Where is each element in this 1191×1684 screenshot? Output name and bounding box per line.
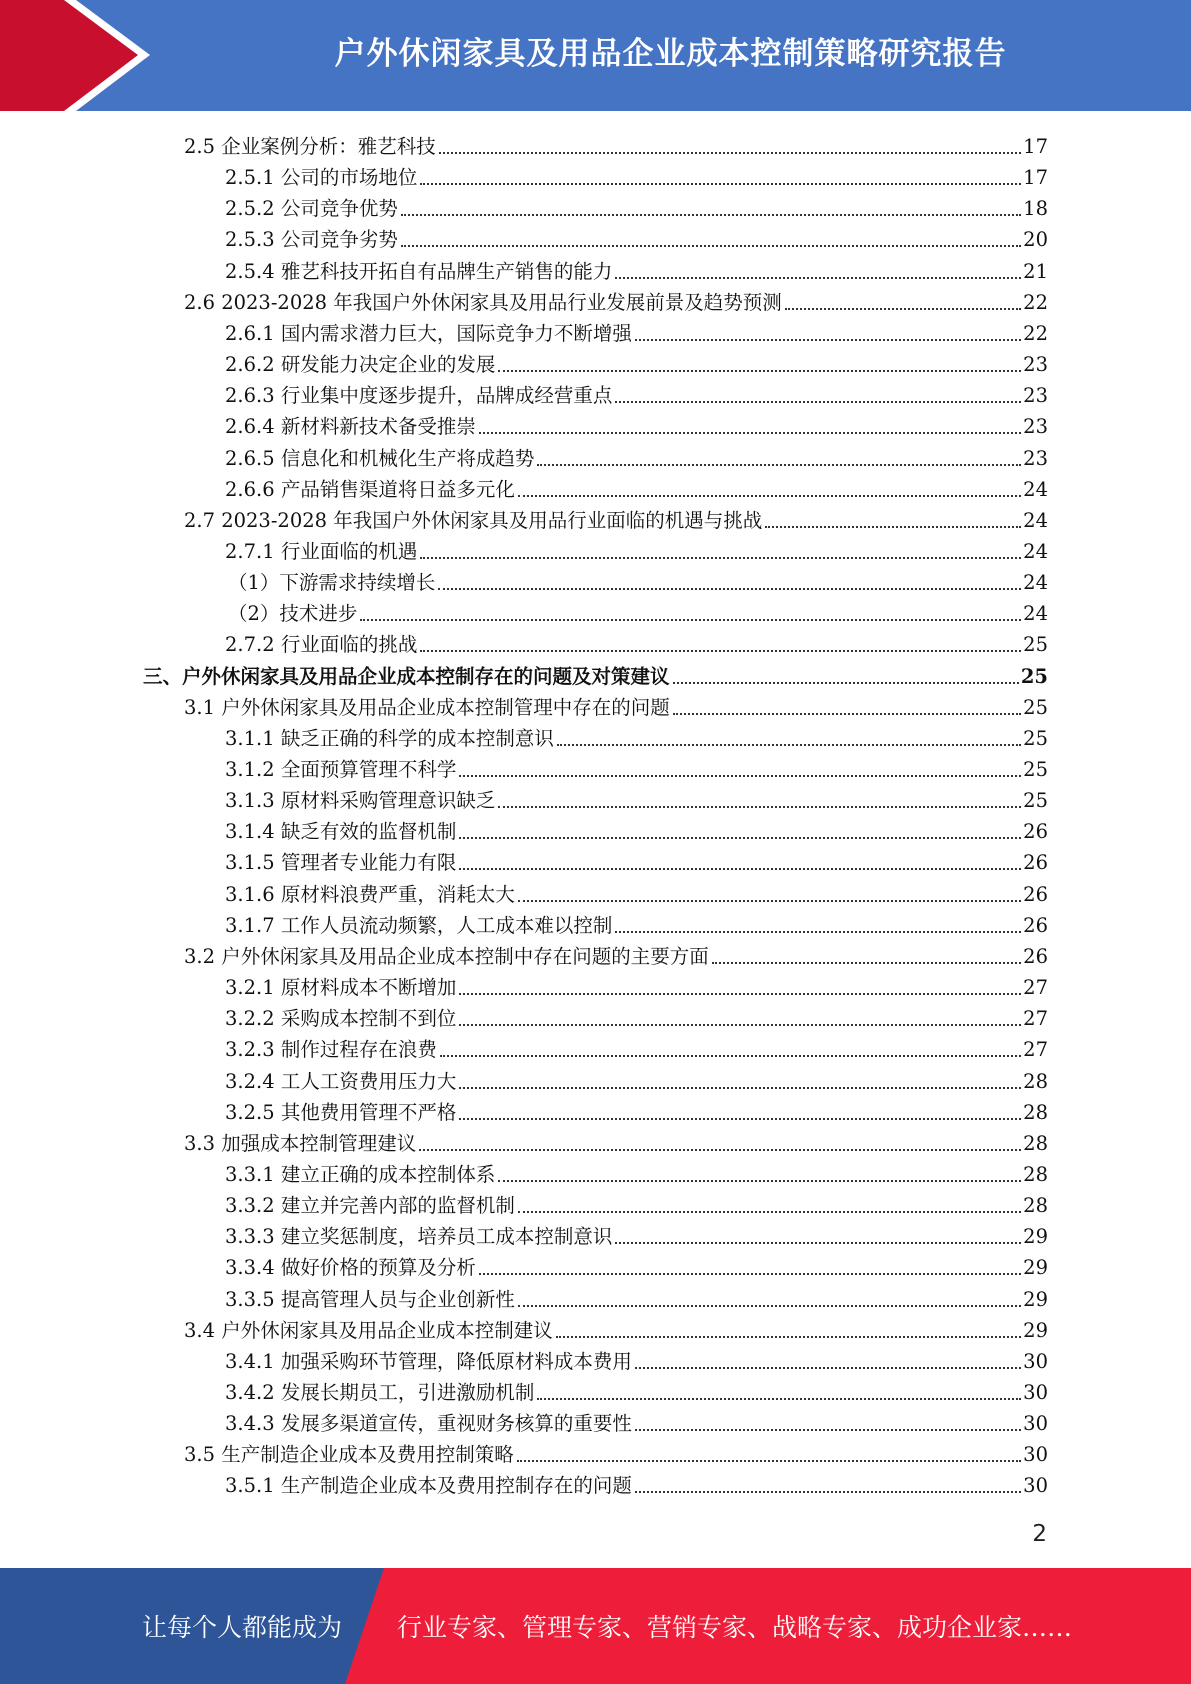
toc-entry-page: 28 (1023, 1131, 1048, 1155)
toc-entry[interactable] (225, 1281, 1048, 1312)
toc-entry[interactable] (184, 284, 1048, 315)
toc-dot-leader (712, 962, 1021, 964)
toc-entry-label: 2.6.6 产品销售渠道将日益多元化 (225, 477, 515, 501)
toc-entry[interactable] (184, 128, 1048, 159)
toc-entry-label: 2.7.1 行业面临的机遇 (225, 539, 418, 563)
toc-entry-page: 30 (1023, 1443, 1048, 1467)
toc-entry-page: 23 (1023, 415, 1048, 439)
toc-entry-page: 25 (1023, 789, 1048, 813)
toc-entry[interactable] (184, 1312, 1048, 1343)
toc-entry-page: 29 (1023, 1287, 1048, 1311)
toc-entry[interactable] (225, 720, 1048, 751)
toc-entry-label: 3.2.5 其他费用管理不严格 (225, 1100, 457, 1124)
toc-entry-label: 3.1 户外休闲家具及用品企业成本控制管理中存在的问题 (184, 695, 670, 719)
toc-dot-leader (498, 1180, 1021, 1182)
footer-slogan-right: 行业专家、管理专家、营销专家、战略专家、成功企业家…… (397, 1613, 1073, 1642)
toc-entry-label: 3.2 户外休闲家具及用品企业成本控制中存在问题的主要方面 (184, 944, 709, 968)
toc-entry-label: 3.1.6 原材料浪费严重，消耗太大 (225, 882, 515, 906)
toc-entry-page: 26 (1023, 851, 1048, 875)
toc-entry-label: 3.1.7 工作人员流动频繁，人工成本难以控制 (225, 913, 613, 937)
toc-entry[interactable] (225, 253, 1048, 284)
page-header (0, 0, 1191, 111)
toc-dot-leader (459, 1024, 1021, 1026)
toc-entry-page: 28 (1023, 1194, 1048, 1218)
page-footer (0, 1568, 1191, 1684)
toc-entry-label: 2.5.2 公司竞争优势 (225, 197, 398, 221)
toc-entry-page: 26 (1023, 913, 1048, 937)
toc-entry-page: 24 (1023, 539, 1048, 563)
toc-dot-leader (615, 277, 1021, 279)
toc-entry-label: 3.3.2 建立并完善内部的监督机制 (225, 1194, 515, 1218)
toc-dot-leader (419, 1149, 1021, 1151)
toc-entry[interactable] (225, 440, 1048, 471)
toc-entry-page: 21 (1023, 259, 1048, 283)
toc-entry-page: 23 (1023, 446, 1048, 470)
toc-dot-leader (401, 245, 1021, 247)
toc-entry[interactable] (225, 377, 1048, 408)
toc-entry[interactable] (225, 907, 1048, 938)
toc-entry-label: 3.4.1 加强采购环节管理，降低原材料成本费用 (225, 1349, 632, 1373)
toc-dot-leader (537, 464, 1021, 466)
toc-entry-page: 29 (1023, 1256, 1048, 1280)
toc-entry-label: 2.6.1 国内需求潜力巨大，国际竞争力不断增强 (225, 321, 632, 345)
toc-entry-page: 24 (1023, 508, 1048, 532)
toc-entry-label: 2.5.1 公司的市场地位 (225, 166, 418, 190)
toc-entry-label: 3.1.3 原材料采购管理意识缺乏 (225, 789, 496, 813)
toc-entry-page: 29 (1023, 1318, 1048, 1342)
toc-entry-label: 3.3 加强成本控制管理建议 (184, 1131, 417, 1155)
toc-entry-label: 3.1.2 全面预算管理不科学 (225, 758, 457, 781)
toc-entry-page: 24 (1023, 477, 1048, 501)
toc-entry[interactable] (184, 689, 1048, 720)
toc-entry-label: 2.7 2023-2028 年我国户外休闲家具及用品行业面临的机遇与挑战 (184, 508, 763, 532)
toc-entry[interactable] (225, 1374, 1048, 1405)
toc-entry[interactable] (184, 502, 1048, 533)
toc-dot-leader (459, 868, 1021, 870)
toc-dot-leader (438, 588, 1021, 590)
toc-dot-leader (517, 1460, 1021, 1462)
toc-entry-label: 3.1.4 缺乏有效的监督机制 (225, 820, 457, 844)
toc-entry-page: 23 (1023, 353, 1048, 377)
toc-entry-page: 25 (1023, 695, 1048, 719)
toc-entry-page: 28 (1023, 1069, 1048, 1093)
toc-entry-page: 25 (1023, 726, 1048, 750)
toc-entry[interactable] (225, 408, 1048, 439)
toc-entry-label: 3.3.4 做好价格的预算及分析 (225, 1256, 476, 1280)
toc-entry-label: 3.2.4 工人工资费用压力大 (225, 1069, 457, 1093)
toc-entry-label: 3.4 户外休闲家具及用品企业成本控制建议 (184, 1318, 553, 1342)
toc-dot-leader (498, 806, 1021, 808)
toc-entry-label: 3.1.5 管理者专业能力有限 (225, 851, 457, 875)
page-number: 2 (1032, 1521, 1047, 1547)
toc-dot-leader (615, 401, 1021, 403)
toc-entry[interactable] (225, 969, 1048, 1000)
toc-dot-leader (518, 900, 1021, 902)
toc-entry-label: （1）下游需求持续增长 (228, 571, 436, 595)
toc-entry-page: 18 (1023, 197, 1048, 221)
toc-entry[interactable] (225, 1249, 1048, 1280)
toc-entry[interactable] (225, 1094, 1048, 1125)
toc-entry-page: 17 (1023, 166, 1048, 190)
toc-entry[interactable] (228, 595, 1048, 626)
toc-dot-leader (556, 1336, 1021, 1338)
toc-entry-label: 3.4.2 发展长期员工，引进激励机制 (225, 1381, 535, 1404)
toc-dot-leader (518, 495, 1021, 497)
toc-entry[interactable] (225, 533, 1048, 564)
toc-entry[interactable] (225, 876, 1048, 907)
toc-entry-page: 22 (1023, 290, 1048, 314)
toc-entry-page: 27 (1023, 976, 1048, 1000)
toc-entry-page: 26 (1023, 944, 1048, 968)
toc-entry-label: 3.2.1 原材料成本不断增加 (225, 976, 457, 1000)
toc-entry-page: 17 (1023, 135, 1048, 158)
toc-entry[interactable] (225, 751, 1048, 782)
toc-entry-label: （2）技术进步 (228, 602, 358, 626)
toc-entry-page: 30 (1023, 1474, 1048, 1498)
toc-entry-page: 25 (1020, 664, 1048, 688)
toc-dot-leader (459, 837, 1021, 839)
toc-entry-label: 3.3.3 建立奖惩制度，培养员工成本控制意识 (225, 1225, 613, 1249)
toc-entry-page: 30 (1023, 1412, 1048, 1436)
toc-dot-leader (420, 650, 1021, 652)
footer-slogan-left: 让每个人都能成为 (142, 1613, 343, 1642)
toc-entry-page: 26 (1023, 820, 1048, 844)
toc-dot-leader (459, 775, 1021, 777)
toc-entry[interactable] (225, 782, 1048, 813)
toc-entry-page: 24 (1023, 602, 1048, 626)
toc-dot-leader (401, 214, 1021, 216)
toc-entry-label: 2.6.2 研发能力决定企业的发展 (225, 353, 496, 377)
toc-entry-label: 2.6 2023-2028 年我国户外休闲家具及用品行业发展前景及趋势预测 (184, 290, 782, 314)
toc-entry[interactable] (225, 626, 1048, 657)
toc-entry-page: 24 (1023, 571, 1048, 595)
toc-entry-page: 27 (1023, 1038, 1048, 1062)
toc-entry[interactable] (225, 190, 1048, 221)
toc-entry-page: 26 (1023, 882, 1048, 906)
toc-entry[interactable] (225, 1467, 1048, 1498)
toc-entry-page: 29 (1023, 1225, 1048, 1249)
toc-dot-leader (785, 308, 1021, 310)
toc-dot-leader (635, 1429, 1021, 1431)
toc-entry-label: 2.6.3 行业集中度逐步提升，品牌成经营重点 (225, 384, 613, 408)
toc-entry[interactable] (184, 938, 1048, 969)
toc-dot-leader (615, 1242, 1021, 1244)
toc-entry-label: 3.3.1 建立正确的成本控制体系 (225, 1162, 496, 1186)
toc-dot-leader (420, 183, 1021, 185)
toc-dot-leader (635, 1367, 1021, 1369)
toc-dot-leader (537, 1398, 1021, 1400)
toc-entry-page: 23 (1023, 384, 1048, 408)
toc-entry-page: 20 (1023, 228, 1048, 252)
toc-entry[interactable] (228, 564, 1048, 595)
toc-entry-label: 3.2.2 采购成本控制不到位 (225, 1007, 457, 1031)
toc-entry-page: 28 (1023, 1100, 1048, 1124)
toc-entry-label: 2.7.2 行业面临的挑战 (225, 633, 418, 657)
toc-entry-label: 2.6.4 新材料新技术备受推崇 (225, 415, 476, 439)
toc-entry[interactable] (225, 346, 1048, 377)
toc-entry[interactable] (225, 1218, 1048, 1249)
toc-entry[interactable] (225, 159, 1048, 190)
toc-entry[interactable] (225, 813, 1048, 844)
toc-dot-leader (459, 993, 1021, 995)
toc-entry-page: 28 (1023, 1162, 1048, 1186)
toc-entry-label: 3.3.5 提高管理人员与企业创新性 (225, 1287, 515, 1311)
toc-entry[interactable] (225, 1156, 1048, 1187)
toc-dot-leader (420, 557, 1021, 559)
toc-entry-page: 25 (1023, 758, 1048, 781)
toc-dot-leader (557, 744, 1021, 746)
toc-entry[interactable] (225, 1000, 1048, 1031)
toc-entry-page: 30 (1023, 1381, 1048, 1404)
toc-dot-leader (498, 370, 1021, 372)
toc-dot-leader (459, 1118, 1021, 1120)
toc-entry-page: 30 (1023, 1349, 1048, 1373)
toc-entry-page: 27 (1023, 1007, 1048, 1031)
toc-entry[interactable] (225, 315, 1048, 346)
toc-dot-leader (479, 432, 1021, 434)
toc-entry[interactable] (225, 1187, 1048, 1218)
toc-entry[interactable] (225, 1063, 1048, 1094)
toc-entry[interactable] (225, 221, 1048, 252)
toc-entry-label: 3.5.1 生产制造企业成本及费用控制存在的问题 (225, 1474, 632, 1498)
toc-dot-leader (518, 1305, 1021, 1307)
toc-entry-label: 2.5 企业案例分析：雅艺科技 (184, 135, 436, 158)
toc-entry-page: 22 (1023, 321, 1048, 345)
report-title: 户外休闲家具及用品企业成本控制策略研究报告 (334, 35, 1007, 72)
toc-dot-leader (635, 1491, 1021, 1493)
toc-dot-leader (459, 1087, 1021, 1089)
toc-entry-label: 3.1.1 缺乏正确的科学的成本控制意识 (225, 726, 554, 750)
toc-dot-leader (673, 682, 1019, 684)
toc-entry-label: 2.6.5 信息化和机械化生产将成趋势 (225, 446, 535, 470)
toc-entry[interactable] (143, 658, 1048, 689)
toc-entry-label: 2.5.4 雅艺科技开拓自有品牌生产销售的能力 (225, 259, 613, 283)
toc-entry[interactable] (225, 1405, 1048, 1436)
toc-entry-page: 25 (1023, 633, 1048, 657)
toc-entry[interactable] (184, 1125, 1048, 1156)
toc-entry[interactable] (225, 471, 1048, 502)
toc-dot-leader (518, 1211, 1021, 1213)
toc-dot-leader (479, 1273, 1021, 1275)
toc-dot-leader (440, 1055, 1021, 1057)
toc-dot-leader (673, 713, 1021, 715)
toc-entry-label: 三、户外休闲家具及用品企业成本控制存在的问题及对策建议 (143, 664, 670, 688)
toc-dot-leader (635, 339, 1021, 341)
toc-dot-leader (765, 526, 1021, 528)
toc-entry-label: 3.2.3 制作过程存在浪费 (225, 1038, 437, 1062)
toc-dot-leader (439, 152, 1021, 154)
toc-dot-leader (615, 931, 1021, 933)
toc-entry[interactable] (225, 1343, 1048, 1374)
toc-entry-label: 3.4.3 发展多渠道宣传，重视财务核算的重要性 (225, 1412, 632, 1436)
toc-entry-label: 2.5.3 公司竞争劣势 (225, 228, 398, 252)
toc-entry[interactable] (184, 1436, 1048, 1467)
toc-entry[interactable] (225, 844, 1048, 875)
toc-entry-label: 3.5 生产制造企业成本及费用控制策略 (184, 1443, 514, 1467)
toc-entry[interactable] (225, 1031, 1048, 1062)
toc-dot-leader (360, 619, 1021, 621)
